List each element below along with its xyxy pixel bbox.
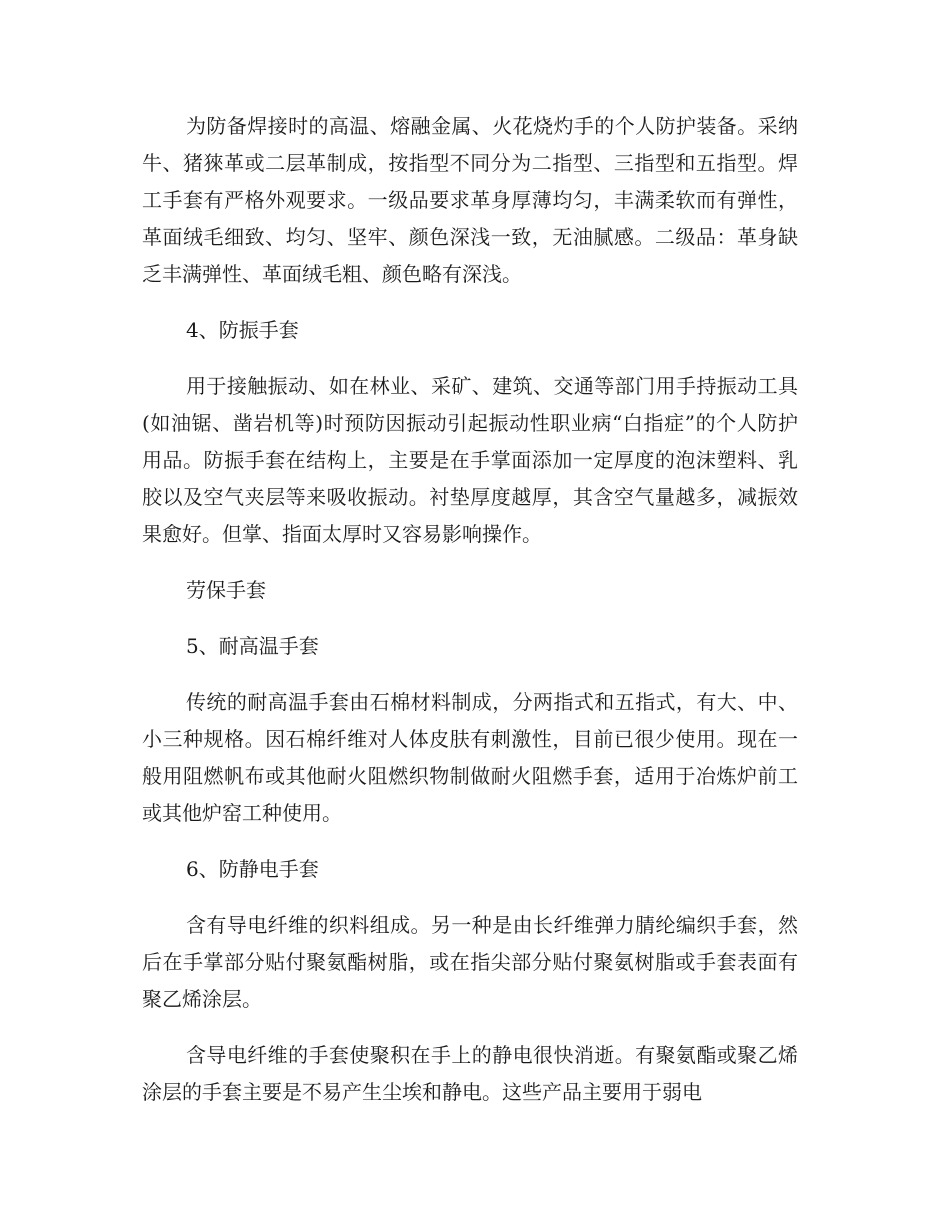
heading-heat-resistant-gloves: 5、耐高温手套 [186,634,319,658]
document-body [142,108,798,1130]
paragraph-anti-static-gloves-usage: 含导电纤维的手套使聚积在手上的静电很快消逝。有聚氨酯或聚乙烯涂层的手套主要是不易产生尘埃和静电。这些产品主要用于弱电 [142,1043,798,1104]
heading-anti-vibration-gloves: 4、防振手套 [186,318,299,342]
paragraph-heat-resistant-gloves: 传统的耐高温手套由石棉材料制成，分两指式和五指式，有大、中、小三种规格。因石棉纤维对人体皮肤有刺激性，目前已很少使用。现在一般用阻燃帆布或其他耐火阻燃织物制做耐火阻燃手套，适用于冶炼炉前工或其他炉窑工种使用。 [142,690,798,825]
heading-anti-static-gloves: 6、防静电手套 [186,857,319,881]
paragraph-anti-vibration-gloves: 用于接触振动、如在林业、采矿、建筑、交通等部门用手持振动工具(如油锯、凿岩机等)时预防因振动引起振动性职业病“白指症”的个人防护用品。防振手套在结构上，主要是在手掌面添加一定厚度的泡沫塑料、乳胶以及空气夹层等来吸收振动。衬垫厚度越厚，其含空气量越多，减振效果愈好。但掌、指面太厚时又容易影响操作。 [142,374,798,546]
heading-labor-protection-gloves: 劳保手套 [186,578,266,602]
paragraph-anti-static-gloves-materials: 含有导电纤维的织料组成。另一种是由长纤维弹力腈纶编织手套，然后在手掌部分贴付聚氨酯树脂，或在指尖部分贴付聚氨树脂或手套表面有聚乙烯涂层。 [142,913,798,1011]
paragraph-welding-gloves: 为防备焊接时的高温、熔融金属、火花烧灼手的个人防护装备。采纳牛、猪猍革或二层革制成，按指型不同分为二指型、三指型和五指型。焊工手套有严格外观要求。一级品要求革身厚薄均匀，丰满柔软而有弹性，革面绒毛细致、均匀、坚牢、颜色深浅一致，无油腻感。二级品：革身缺乏丰满弹性、革面绒毛粗、颜色略有深浅。 [142,114,798,286]
